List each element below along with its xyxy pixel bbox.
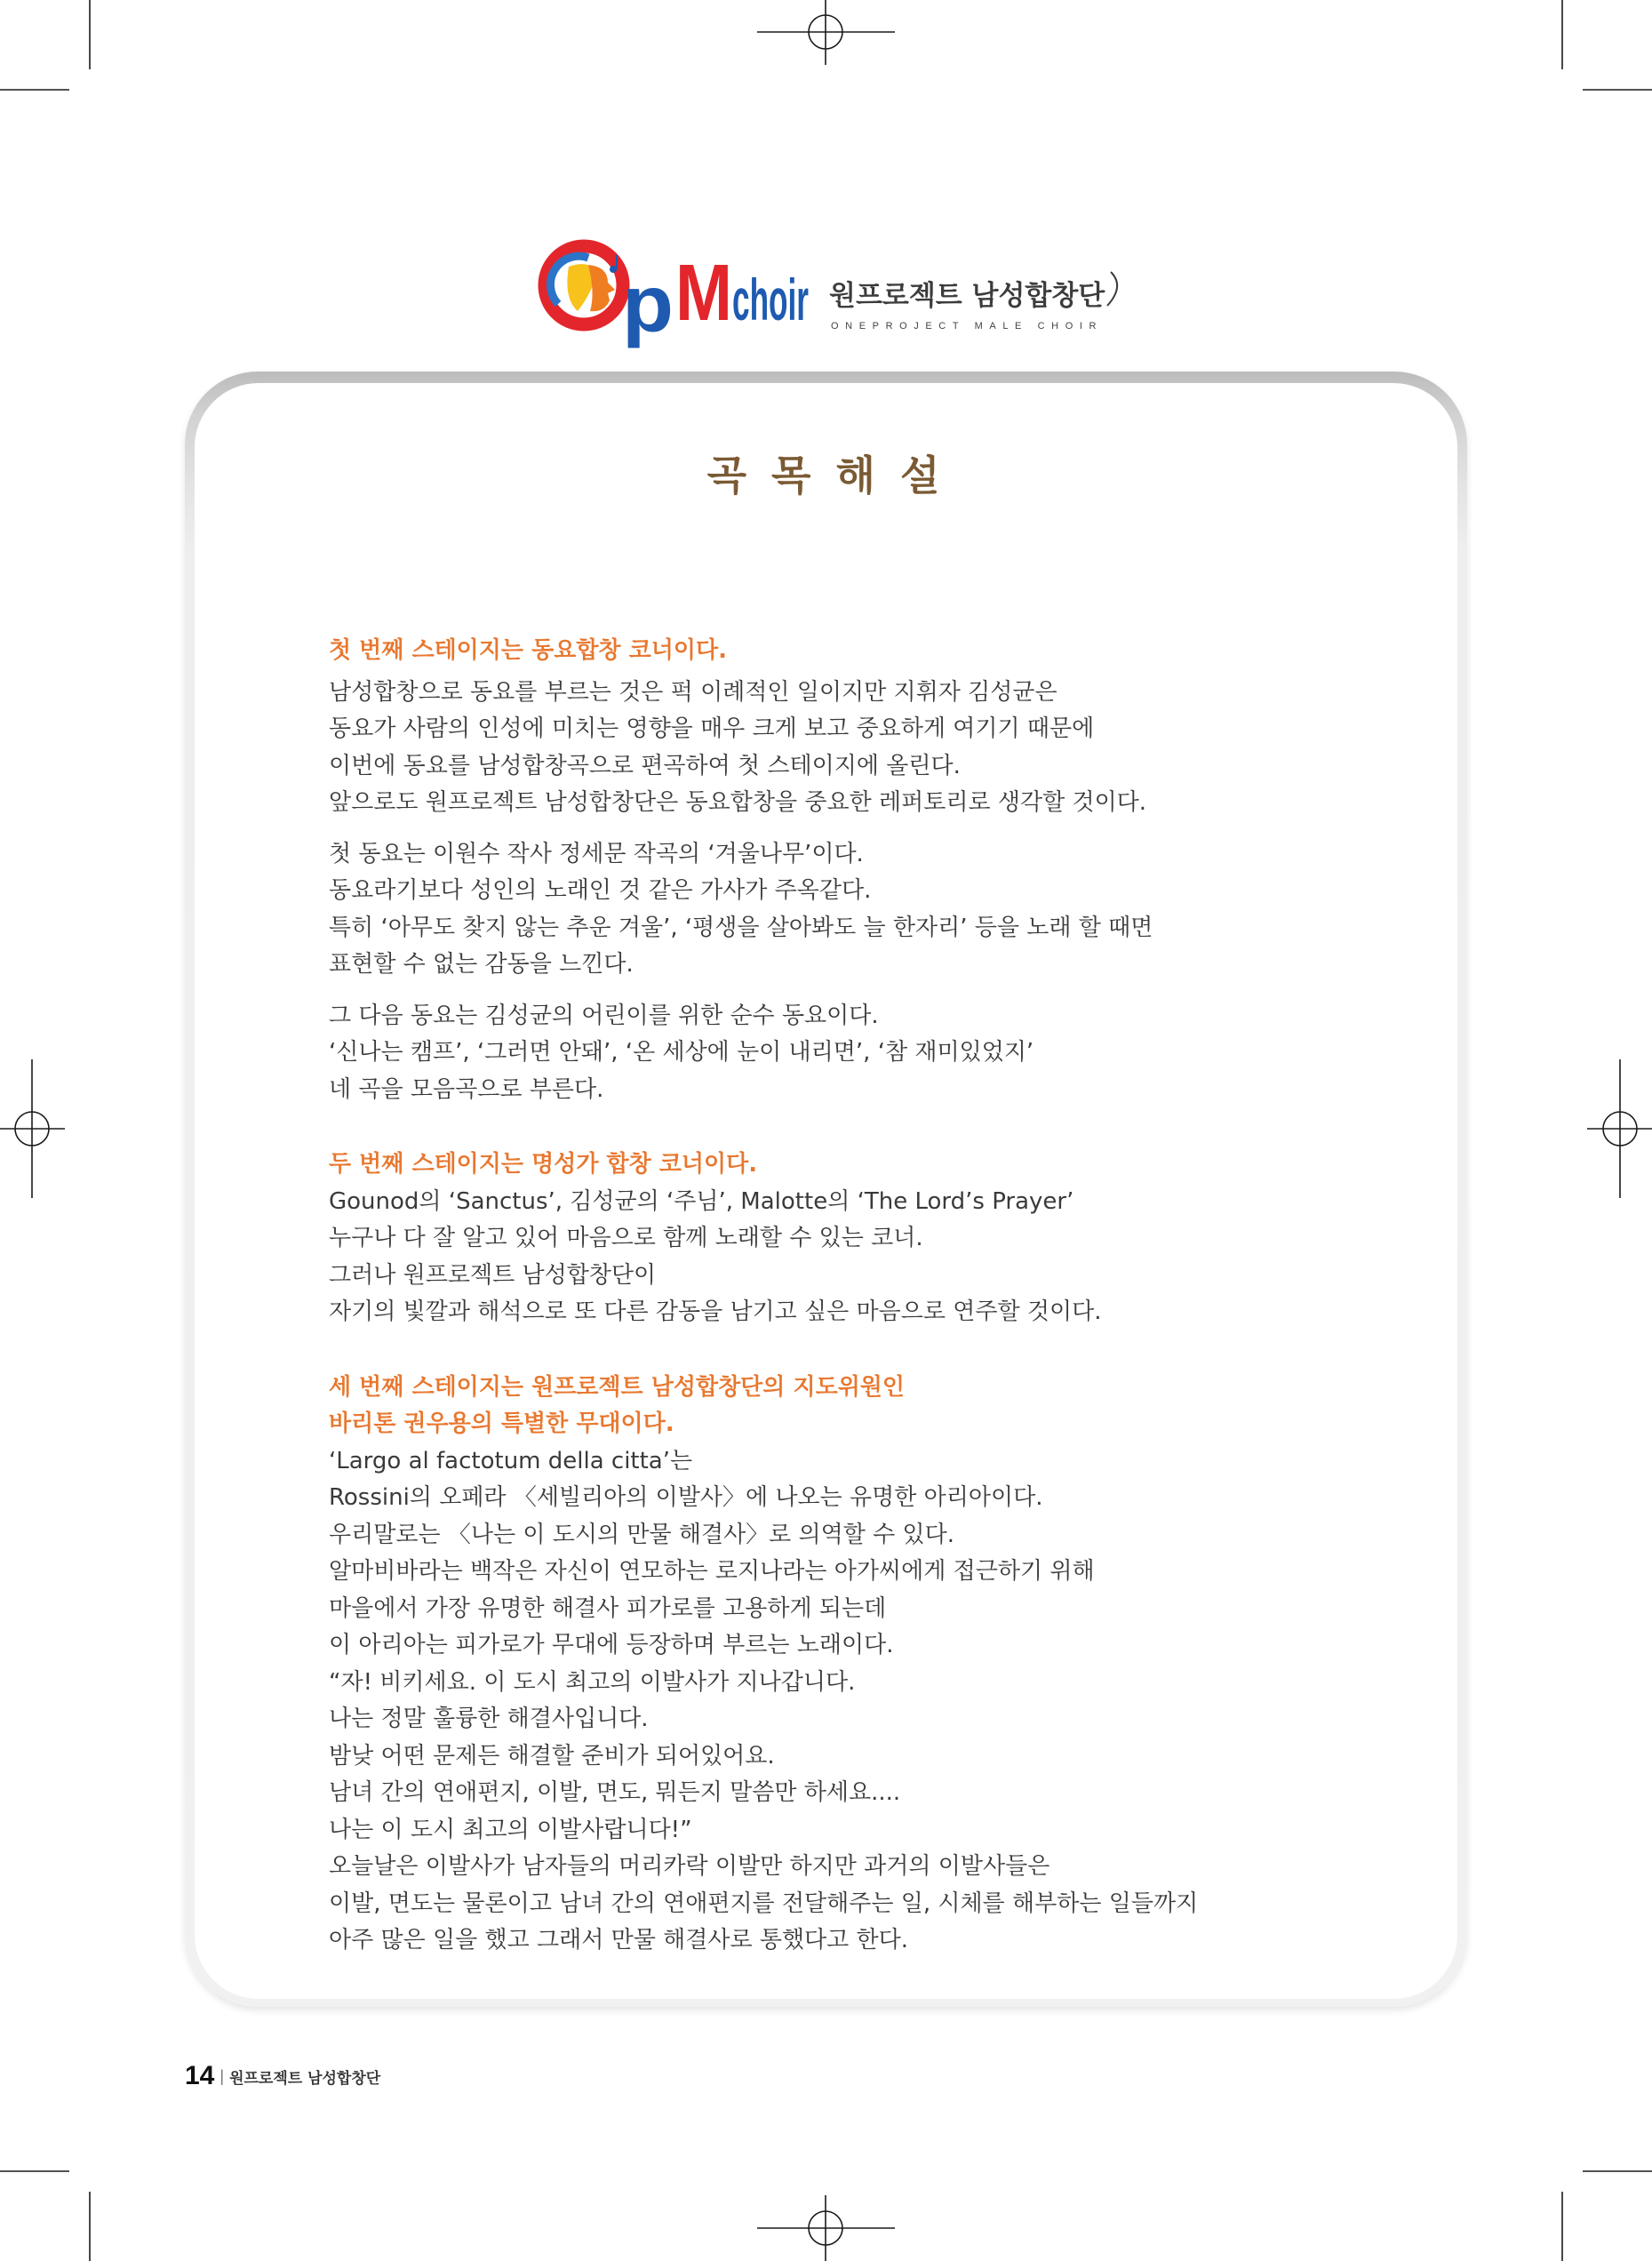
stage-three-section: [329, 1370, 1431, 1960]
logo-slur-ornament: [1107, 272, 1117, 306]
logo-letter-m: M: [675, 249, 732, 338]
text-line: 오늘날은 이발사가 남자들의 머리카락 이발만 하지만 과거의 이발사들은: [329, 1853, 1050, 1880]
text-line: ‘신나는 캠프’, ‘그러면 안돼’, ‘온 세상에 눈이 내리면’, ‘참 재미있었지’: [329, 1039, 1034, 1066]
text-line: 나는 정말 훌륭한 해결사입니다.: [329, 1706, 649, 1732]
text-line: 표현할 수 없는 감동을 느낀다.: [329, 951, 634, 978]
page-footer: [185, 2060, 380, 2092]
text-line: 누구나 다 잘 알고 있어 마음으로 함께 노래할 수 있는 코너.: [329, 1225, 923, 1251]
logo-korean-name: 원프로젝트 남성합창단: [829, 280, 1105, 312]
text-line: “자! 비키세요. 이 도시 최고의 이발사가 지나갑니다.: [329, 1668, 856, 1696]
text-line: 이 아리아는 피가로가 무대에 등장하며 부르는 노래이다.: [329, 1632, 894, 1658]
text-line: 이발, 면도는 물론이고 남녀 간의 연애편지를 전달해주는 일, 시체를 해부하는 일들까지: [329, 1889, 1199, 1917]
paragraph: [329, 675, 1431, 822]
text-line: 아주 많은 일을 했고 그래서 만물 해결사로 통했다고 한다.: [329, 1927, 909, 1953]
text-line: 남녀 간의 연애편지, 이발, 면도, 뭐든지 말씀만 하세요....: [329, 1779, 901, 1806]
logo-word-choir: choir: [732, 267, 809, 332]
text-line: ‘Largo al factotum della citta’는: [329, 1447, 693, 1474]
page-number: 14: [185, 2061, 215, 2090]
text-line: 그 다음 동요는 김성균의 어린이를 위한 순수 동요이다.: [329, 1002, 879, 1029]
text-line: 동요가 사람의 인성에 미치는 영향을 매우 크게 보고 중요하게 여기기 때문에: [329, 715, 1095, 742]
choir-emblem-icon: [545, 246, 623, 324]
heading-line: 두 번째 스테이지는 명성가 합창 코너이다.: [329, 1151, 758, 1178]
section-heading: [329, 633, 1431, 670]
text-line: 앞으로도 원프로젝트 남성합창단은 동요합창을 중요한 레퍼토리로 생각할 것이다.: [329, 789, 1147, 816]
stage-two-section: [329, 1146, 1431, 1331]
text-line: 나는 이 도시 최고의 이발사랍니다!”: [329, 1816, 692, 1843]
text-line: 알마비바라는 백작은 자신이 연모하는 로지나라는 아가씨에게 접근하기 위해: [329, 1558, 1095, 1585]
commentary-body: [329, 633, 1431, 1960]
paragraph: [329, 836, 1431, 984]
section-heading: [329, 1370, 1431, 1443]
text-line: 네 곡을 모음곡으로 부른다.: [329, 1075, 604, 1103]
text-line: 동요라기보다 성인의 노래인 것 같은 가사가 주옥같다.: [329, 877, 872, 904]
text-line: 이번에 동요를 남성합창곡으로 편곡하여 첫 스테이지에 올린다.: [329, 752, 961, 779]
heading-line: 세 번째 스테이지는 원프로젝트 남성합창단의 지도위원인: [329, 1373, 906, 1401]
registration-mark-bottom: [757, 2195, 895, 2261]
paragraph: [329, 998, 1431, 1109]
logo-letter-p: p: [622, 260, 674, 349]
heading-line: 바리톤 권우용의 특별한 무대이다.: [329, 1410, 674, 1437]
registration-mark-left: [0, 1059, 65, 1198]
text-line: 특히 ‘아무도 찾지 않는 추운 겨울’, ‘평생을 살아봐도 늘 한자리’ 등을 노래 할 때면: [329, 914, 1153, 941]
registration-mark-top: [757, 0, 895, 65]
text-line: Gounod의 ‘Sanctus’, 김성균의 ‘주님’, Malotte의 ‘The Lord’s Prayer’: [329, 1187, 1074, 1215]
crop-mark-top-left: [0, 0, 90, 90]
stage-one-section: [329, 633, 1431, 1108]
heading-line: 첫 번째 스테이지는 동요합창 코너이다.: [329, 637, 727, 664]
text-line: 우리말로는 〈나는 이 도시의 만물 해결사〉로 의역할 수 있다.: [329, 1521, 955, 1548]
text-line: 마을에서 가장 유명한 해결사 피가로를 고용하게 되는데: [329, 1594, 887, 1622]
text-line: 첫 동요는 이원수 작사 정세문 작곡의 ‘겨울나무’이다.: [329, 840, 864, 867]
crop-mark-bottom-right: [1562, 2171, 1652, 2261]
text-line: Rossini의 오페라 〈세빌리아의 이발사〉에 나오는 유명한 아리아이다.: [329, 1484, 1043, 1511]
paragraph: [329, 1443, 1431, 1960]
page-title: 곡 목 해 설: [706, 451, 946, 499]
crop-mark-top-right: [1562, 0, 1652, 90]
text-line: 자기의 빛깔과 해석으로 또 다른 감동을 남기고 싶은 마음으로 연주할 것이다.: [329, 1298, 1102, 1325]
logo-english-name: ONEPROJECT MALE CHOIR: [831, 321, 1104, 332]
paragraph: [329, 1184, 1431, 1331]
footer-separator: |: [219, 2066, 225, 2085]
text-line: 남성합창으로 동요를 부르는 것은 퍽 이례적인 일이지만 지휘자 김성균은: [329, 678, 1057, 706]
text-line: 그러나 원프로젝트 남성합창단이: [329, 1261, 657, 1289]
footer-publication-name: 원프로젝트 남성합창단: [229, 2069, 381, 2088]
registration-mark-right: [1587, 1059, 1652, 1198]
crop-mark-bottom-left: [0, 2171, 90, 2261]
section-heading: [329, 1146, 1431, 1184]
text-line: 밤낮 어떤 문제든 해결할 준비가 되어있어요.: [329, 1742, 775, 1770]
